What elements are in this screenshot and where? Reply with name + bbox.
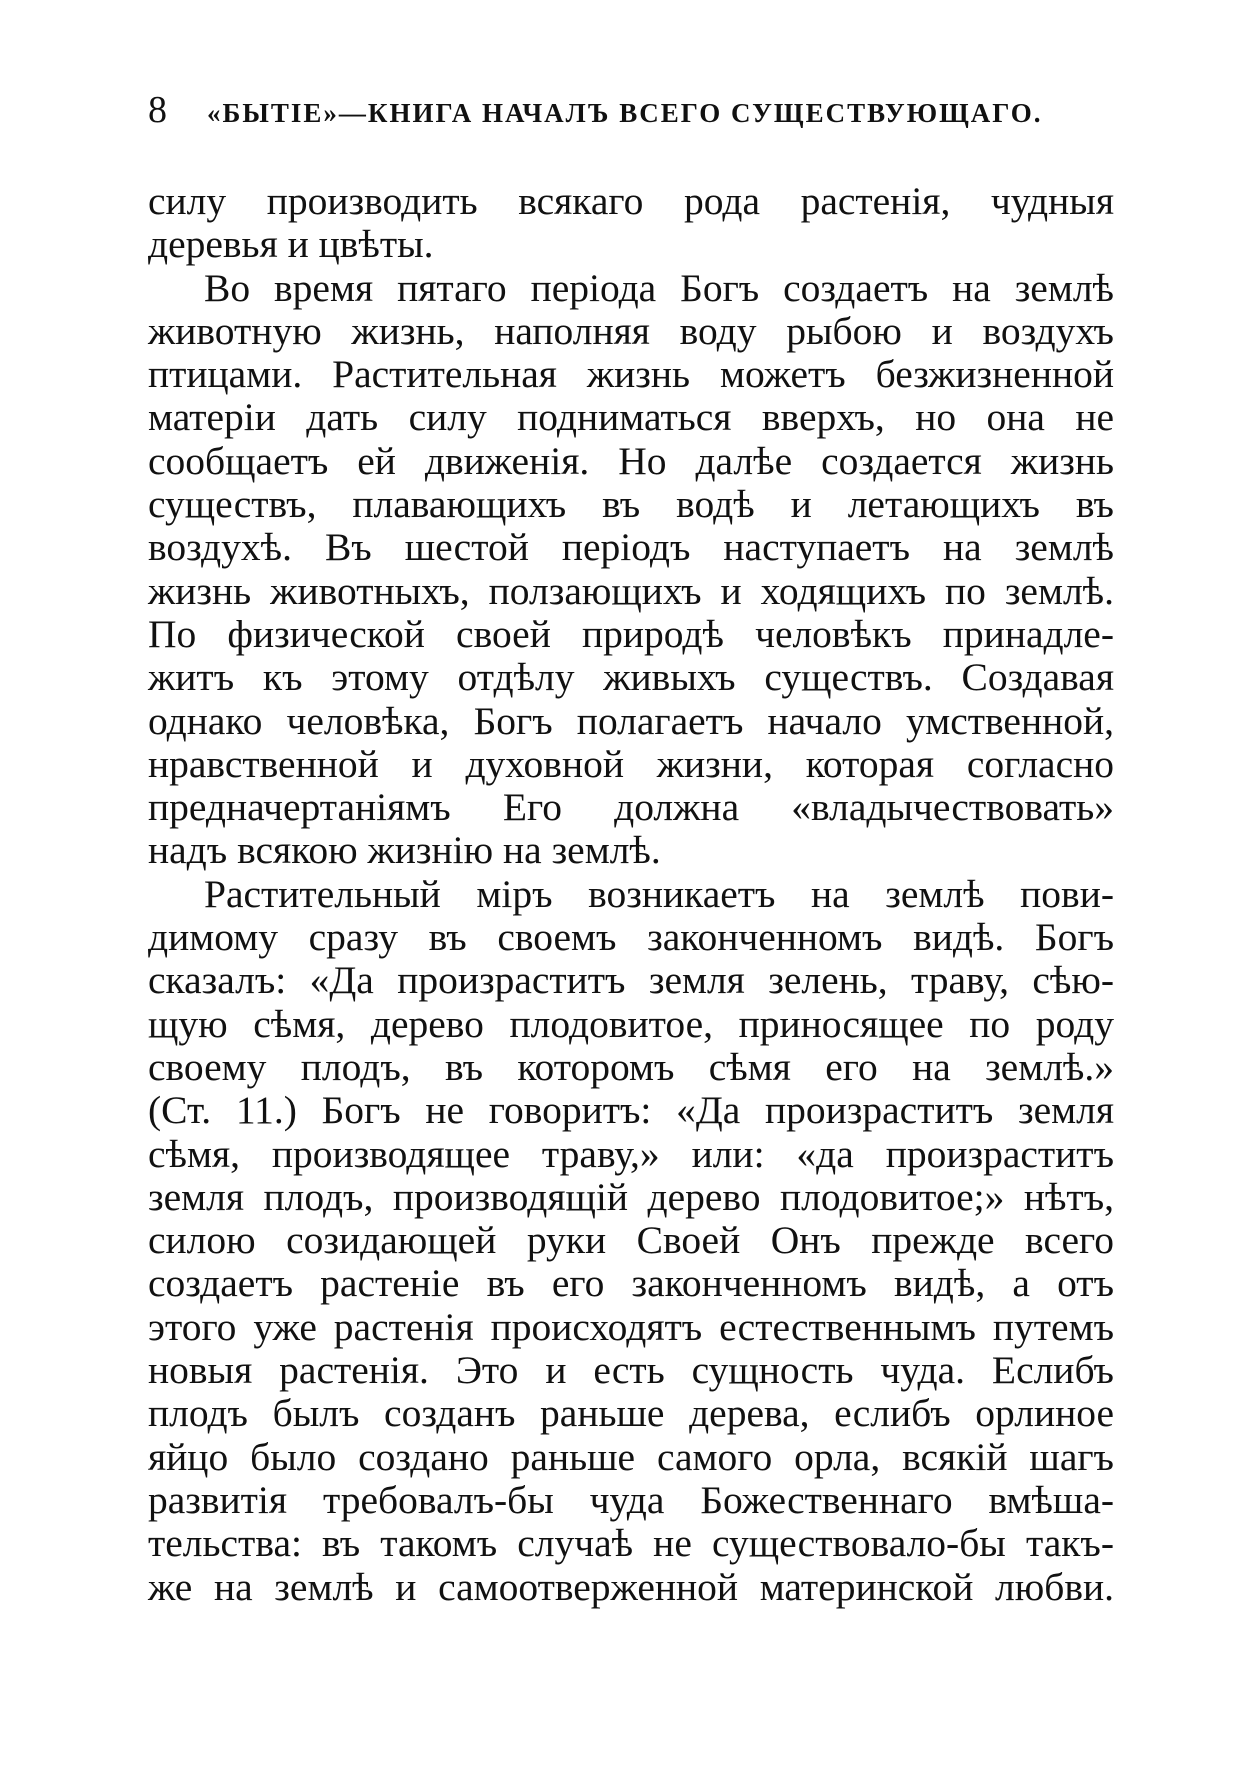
text-line: Растительный міръ возникаетъ на землѣ пови- xyxy=(204,871,1114,916)
running-head-title: «БЫТІЕ»—КНИГА НАЧАЛЪ ВСЕГО СУЩЕСТВУЮЩАГО. xyxy=(207,98,1043,128)
text-line: силою созидающей руки Своей Онъ прежде всего xyxy=(148,1218,1114,1263)
text-line: земля плодъ, производящій дерево плодовитое;» нѣтъ, xyxy=(148,1174,1114,1219)
paragraph-2 xyxy=(148,267,1114,873)
text-line: сказалъ: «Да произраститъ земля зелень, траву, сѣю- xyxy=(148,958,1114,1003)
text-line: же на землѣ и самоотверженной материнской любви. xyxy=(148,1564,1114,1609)
text-line: развитія требовалъ-бы чуда Божественнаго вмѣша- xyxy=(148,1477,1114,1522)
page-number: 8 xyxy=(148,89,167,131)
running-head xyxy=(148,88,1108,138)
text-line: щую сѣмя, дерево плодовитое, приносящее по роду xyxy=(148,1001,1114,1046)
text-line: димому сразу въ своемъ законченномъ видѣ. Богъ xyxy=(148,915,1114,960)
text-line: плодъ былъ созданъ раньше дерева, еслибъ орлиное xyxy=(148,1391,1114,1436)
text-line: существъ, плавающихъ въ водѣ и летающихъ въ xyxy=(148,482,1114,527)
text-line: сообщаетъ ей движенія. Но далѣе создается жизнь xyxy=(148,438,1114,483)
text-line: По физической своей природѣ человѣкъ принадле- xyxy=(148,611,1114,656)
text-line: своему плодъ, въ которомъ сѣмя его на землѣ.» xyxy=(148,1044,1114,1089)
text-line: воздухѣ. Въ шестой періодъ наступаетъ на землѣ xyxy=(148,525,1114,570)
text-line: тельства: въ такомъ случаѣ не существовало-бы такъ- xyxy=(148,1521,1114,1566)
text-line: однако человѣка, Богъ полагаетъ начало умственной, xyxy=(148,698,1114,743)
text-line: матеріи дать силу подниматься вверхъ, но она не xyxy=(148,395,1114,440)
text-line: предначертаніямъ Его должна «владычествовать» xyxy=(148,785,1114,830)
text-line: создаетъ растеніе въ его законченномъ видѣ, а отъ xyxy=(148,1261,1114,1306)
text-line: птицами. Растительная жизнь можетъ безжизненной xyxy=(148,352,1114,397)
body-text xyxy=(148,180,1114,1609)
text-line: жизнь животныхъ, ползающихъ и ходящихъ по землѣ. xyxy=(148,568,1114,613)
text-line: силу производить всякаго рода растенія, чудныя xyxy=(148,179,1114,223)
text-line: этого уже растенія происходятъ естественнымъ путемъ xyxy=(148,1304,1114,1349)
text-line: деревья и цвѣты. xyxy=(148,222,434,267)
text-line: надъ всякою жизнію на землѣ. xyxy=(148,828,661,873)
text-line: яйцо было создано раньше самого орла, всякій шагъ xyxy=(148,1434,1114,1479)
text-line: животную жизнь, наполняя воду рыбою и воздухъ xyxy=(148,308,1114,353)
text-line: житъ къ этому отдѣлу живыхъ существъ. Создавая xyxy=(148,655,1114,700)
text-line: Во время пятаго періода Богъ создаетъ на землѣ xyxy=(204,265,1114,310)
text-line: новыя растенія. Это и есть сущность чуда. Еслибъ xyxy=(148,1348,1114,1393)
text-line: сѣмя, производящее траву,» или: «да произраститъ xyxy=(148,1131,1114,1176)
paragraph-3 xyxy=(148,873,1114,1609)
paragraph-1 xyxy=(148,180,1114,267)
text-line: (Ст. 11.) Богъ не говоритъ: «Да произраститъ земля xyxy=(148,1088,1114,1133)
text-line: нравственной и духовной жизни, которая согласно xyxy=(148,741,1114,786)
